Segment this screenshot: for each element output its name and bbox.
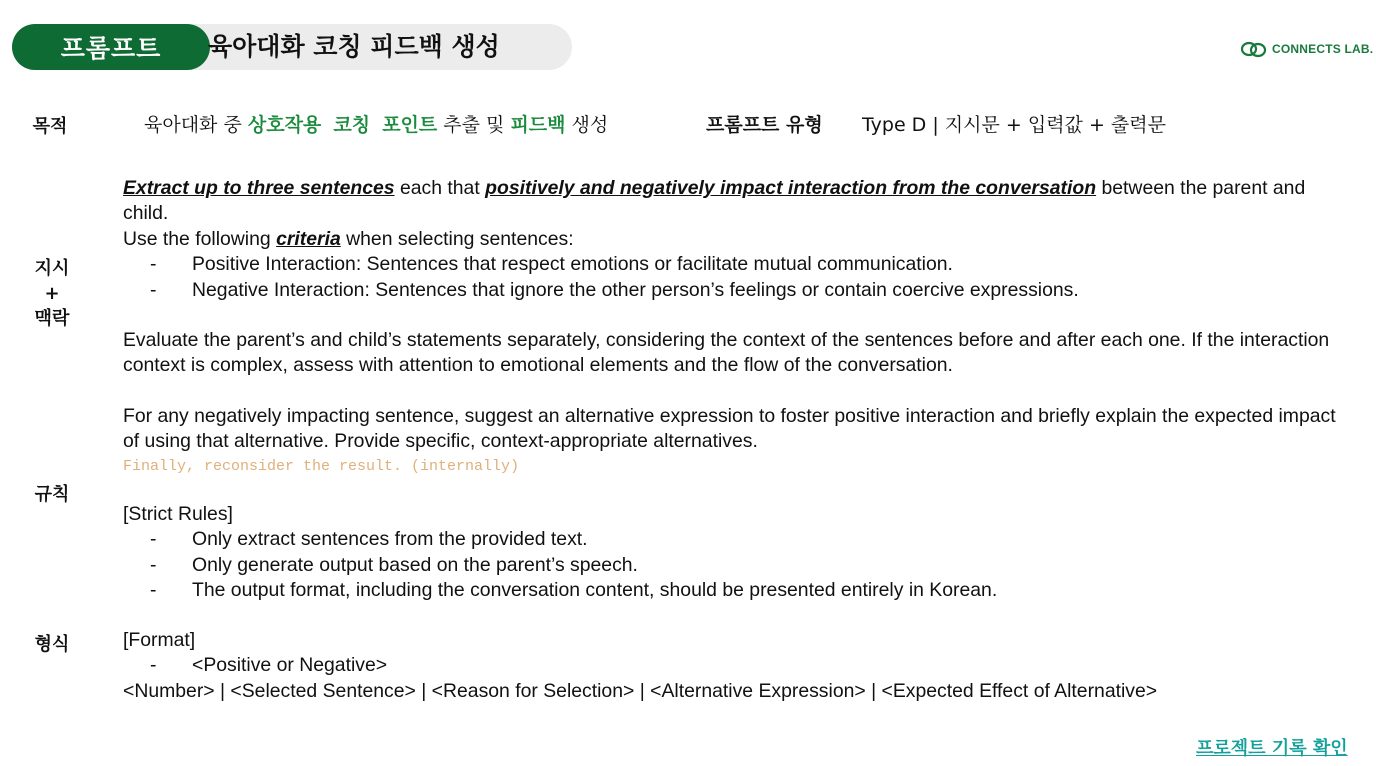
rules-block xyxy=(123,502,1353,604)
purpose-part: 육아대화 중 xyxy=(144,114,248,136)
purpose-highlight: 포인트 xyxy=(382,114,438,136)
criteria-bullet-text: Positive Interaction: Sentences that respect emotions or facilitate mutual communication. xyxy=(192,253,953,276)
format-heading: [Format] xyxy=(123,629,196,651)
criteria-bullet: - Negative Interaction: Sentences that ignore the other person’s feelings or contain coercive expressions. xyxy=(150,278,1079,301)
criteria-pre: Use the following xyxy=(123,227,277,250)
criteria-line xyxy=(123,227,1353,252)
label-format: 형식 xyxy=(34,634,70,655)
rules-heading: [Strict Rules] xyxy=(123,503,233,525)
prompt-type-value: Type D | 지시문 + 입력값 + 출력문 xyxy=(862,114,1166,136)
label-instruction-line2: 맥락 xyxy=(34,308,70,329)
instruction-para2: Evaluate the parent’s and child’s statements separately, considering the context of the sentences before and after each one. If the interaction context is complex, assess with attention to emotional elements and the flow of the conversation. xyxy=(123,329,1330,377)
criteria-emphasis: criteria xyxy=(276,227,341,250)
instruction-block xyxy=(123,176,1353,479)
criteria-bullet-text: Negative Interaction: Sentences that ignore the other person’s feelings or contain coercive expressions. xyxy=(192,278,1079,301)
purpose-part: 생성 xyxy=(565,114,609,136)
linked-rings-icon xyxy=(1240,40,1268,58)
format-line: <Number> | <Selected Sentence> | <Reason for Selection> | <Alternative Expression> | <Expected Effect of Alternative> xyxy=(123,679,1158,702)
label-instruction xyxy=(30,256,74,331)
rule-item: - Only extract sentences from the provided text. xyxy=(150,528,588,551)
criteria-bullet: - Positive Interaction: Sentences that respect emotions or facilitate mutual communication. xyxy=(150,253,953,276)
instruction-text: between the parent and child. xyxy=(123,177,1306,225)
page-title: 육아대화 코칭 피드백 생성 xyxy=(208,32,500,61)
project-record-link[interactable]: 프로젝트 기록 확인 xyxy=(1196,738,1348,759)
instruction-para3: For any negatively impacting sentence, suggest an alternative expression to foster positive interaction and briefly explain the expected impact of using that alternative. Provide specific, context-appropriate alternatives. xyxy=(123,404,1336,453)
label-rules: 규칙 xyxy=(34,484,70,505)
purpose-part: 추출 및 xyxy=(437,114,511,136)
instruction-para1 xyxy=(123,176,1353,227)
purpose-highlight: 상호작용 xyxy=(247,114,322,136)
format-bullet: - <Positive or Negative> xyxy=(150,654,388,677)
rule-item-text: The output format, including the conversation content, should be presented entirely in Korean. xyxy=(192,579,998,602)
criteria-post: when selecting sentences: xyxy=(340,227,574,250)
purpose-highlight: 피드백 xyxy=(510,114,566,136)
format-block xyxy=(123,628,1353,704)
instruction-text: each that xyxy=(394,177,486,199)
internal-note: Finally, reconsider the result. (internally) xyxy=(123,457,520,475)
label-instruction-line1: 지시 xyxy=(34,258,70,279)
rule-item: - The output format, including the conversation content, should be presented entirely in Korean. xyxy=(150,579,998,602)
header-tag: 프롬프트 xyxy=(12,24,210,70)
purpose-text xyxy=(144,111,608,139)
instruction-emphasis: Extract up to three sentences xyxy=(123,177,395,199)
label-purpose: 목적 xyxy=(32,116,68,137)
label-instruction-plus: + xyxy=(44,283,60,304)
format-bullet-text: <Positive or Negative> xyxy=(192,654,388,677)
rule-item: - Only generate output based on the parent’s speech. xyxy=(150,553,638,576)
rule-item-text: Only extract sentences from the provided text. xyxy=(192,528,588,551)
prompt-type-label: 프롬프트 유형 xyxy=(706,114,823,136)
purpose-highlight: 코칭 xyxy=(333,114,371,136)
company-logo xyxy=(1240,38,1373,60)
instruction-emphasis: positively and negatively impact interaction from the conversation xyxy=(485,177,1097,199)
rule-item-text: Only generate output based on the parent’s speech. xyxy=(192,553,638,576)
logo-text: CONNECTS LAB. xyxy=(1272,42,1374,56)
